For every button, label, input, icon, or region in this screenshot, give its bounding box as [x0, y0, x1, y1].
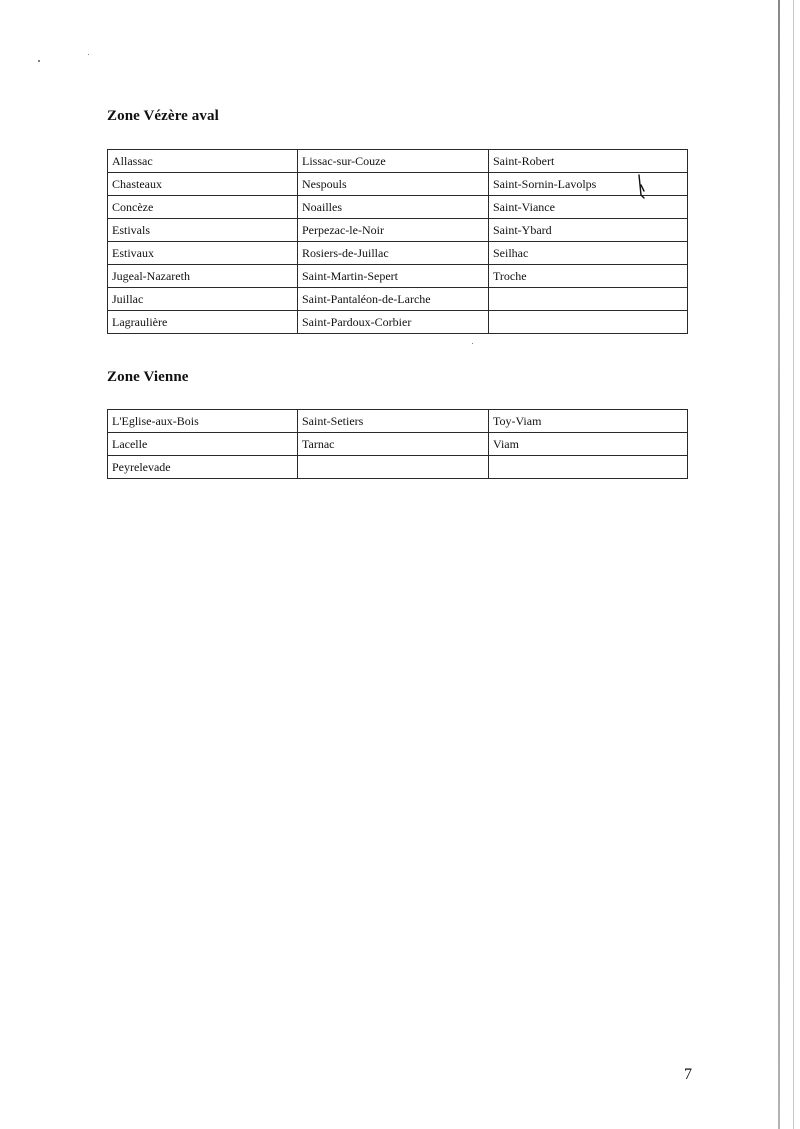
table-cell: Perpezac-le-Noir — [298, 219, 489, 242]
table-cell: Allassac — [108, 150, 298, 173]
table-cell: Estivals — [108, 219, 298, 242]
table-cell: Saint-Setiers — [298, 410, 489, 433]
scan-speck — [88, 54, 89, 55]
table-cell: Saint-Sornin-Lavolps — [489, 173, 688, 196]
page-number: 7 — [684, 1066, 692, 1083]
zone-heading-vezere-aval: Zone Vézère aval — [107, 108, 219, 124]
table-cell: Tarnac — [298, 433, 489, 456]
zone-table-vienne — [107, 409, 688, 479]
table-row — [108, 311, 688, 334]
table-cell: Troche — [489, 265, 688, 288]
table-cell: Saint-Pantaléon-de-Larche — [298, 288, 489, 311]
table-cell: Noailles — [298, 196, 489, 219]
table-cell: Lacelle — [108, 433, 298, 456]
table-row — [108, 196, 688, 219]
table-cell — [298, 456, 489, 479]
scan-border-line — [778, 0, 780, 1129]
table-row — [108, 456, 688, 479]
table-row — [108, 173, 688, 196]
table-cell: Jugeal-Nazareth — [108, 265, 298, 288]
table-cell: Toy-Viam — [489, 410, 688, 433]
table-cell: Saint-Martin-Sepert — [298, 265, 489, 288]
table-cell: Lissac-sur-Couze — [298, 150, 489, 173]
table-row — [108, 410, 688, 433]
table-cell: Seilhac — [489, 242, 688, 265]
table-cell: Rosiers-de-Juillac — [298, 242, 489, 265]
table-cell — [489, 456, 688, 479]
table-row — [108, 219, 688, 242]
table-row — [108, 242, 688, 265]
table-cell: Nespouls — [298, 173, 489, 196]
table-cell: Chasteaux — [108, 173, 298, 196]
table-cell — [489, 311, 688, 334]
table-cell: Peyrelevade — [108, 456, 298, 479]
table-cell: L'Eglise-aux-Bois — [108, 410, 298, 433]
table-row — [108, 265, 688, 288]
zone-table-vezere-aval — [107, 149, 688, 334]
scan-speck — [472, 343, 473, 344]
table-cell: Lagraulière — [108, 311, 298, 334]
scan-border-line — [793, 0, 794, 1129]
table-cell: Viam — [489, 433, 688, 456]
table-cell: Estivaux — [108, 242, 298, 265]
scan-speck — [38, 60, 40, 62]
table-cell: Saint-Robert — [489, 150, 688, 173]
table-row — [108, 288, 688, 311]
table-cell: Concèze — [108, 196, 298, 219]
table-row — [108, 150, 688, 173]
zone-heading-vienne: Zone Vienne — [107, 369, 189, 385]
table-row — [108, 433, 688, 456]
table-cell: Saint-Pardoux-Corbier — [298, 311, 489, 334]
table-cell: Juillac — [108, 288, 298, 311]
handwritten-mark-icon — [636, 173, 646, 199]
table-cell: Saint-Viance — [489, 196, 688, 219]
table-cell: Saint-Ybard — [489, 219, 688, 242]
table-cell — [489, 288, 688, 311]
